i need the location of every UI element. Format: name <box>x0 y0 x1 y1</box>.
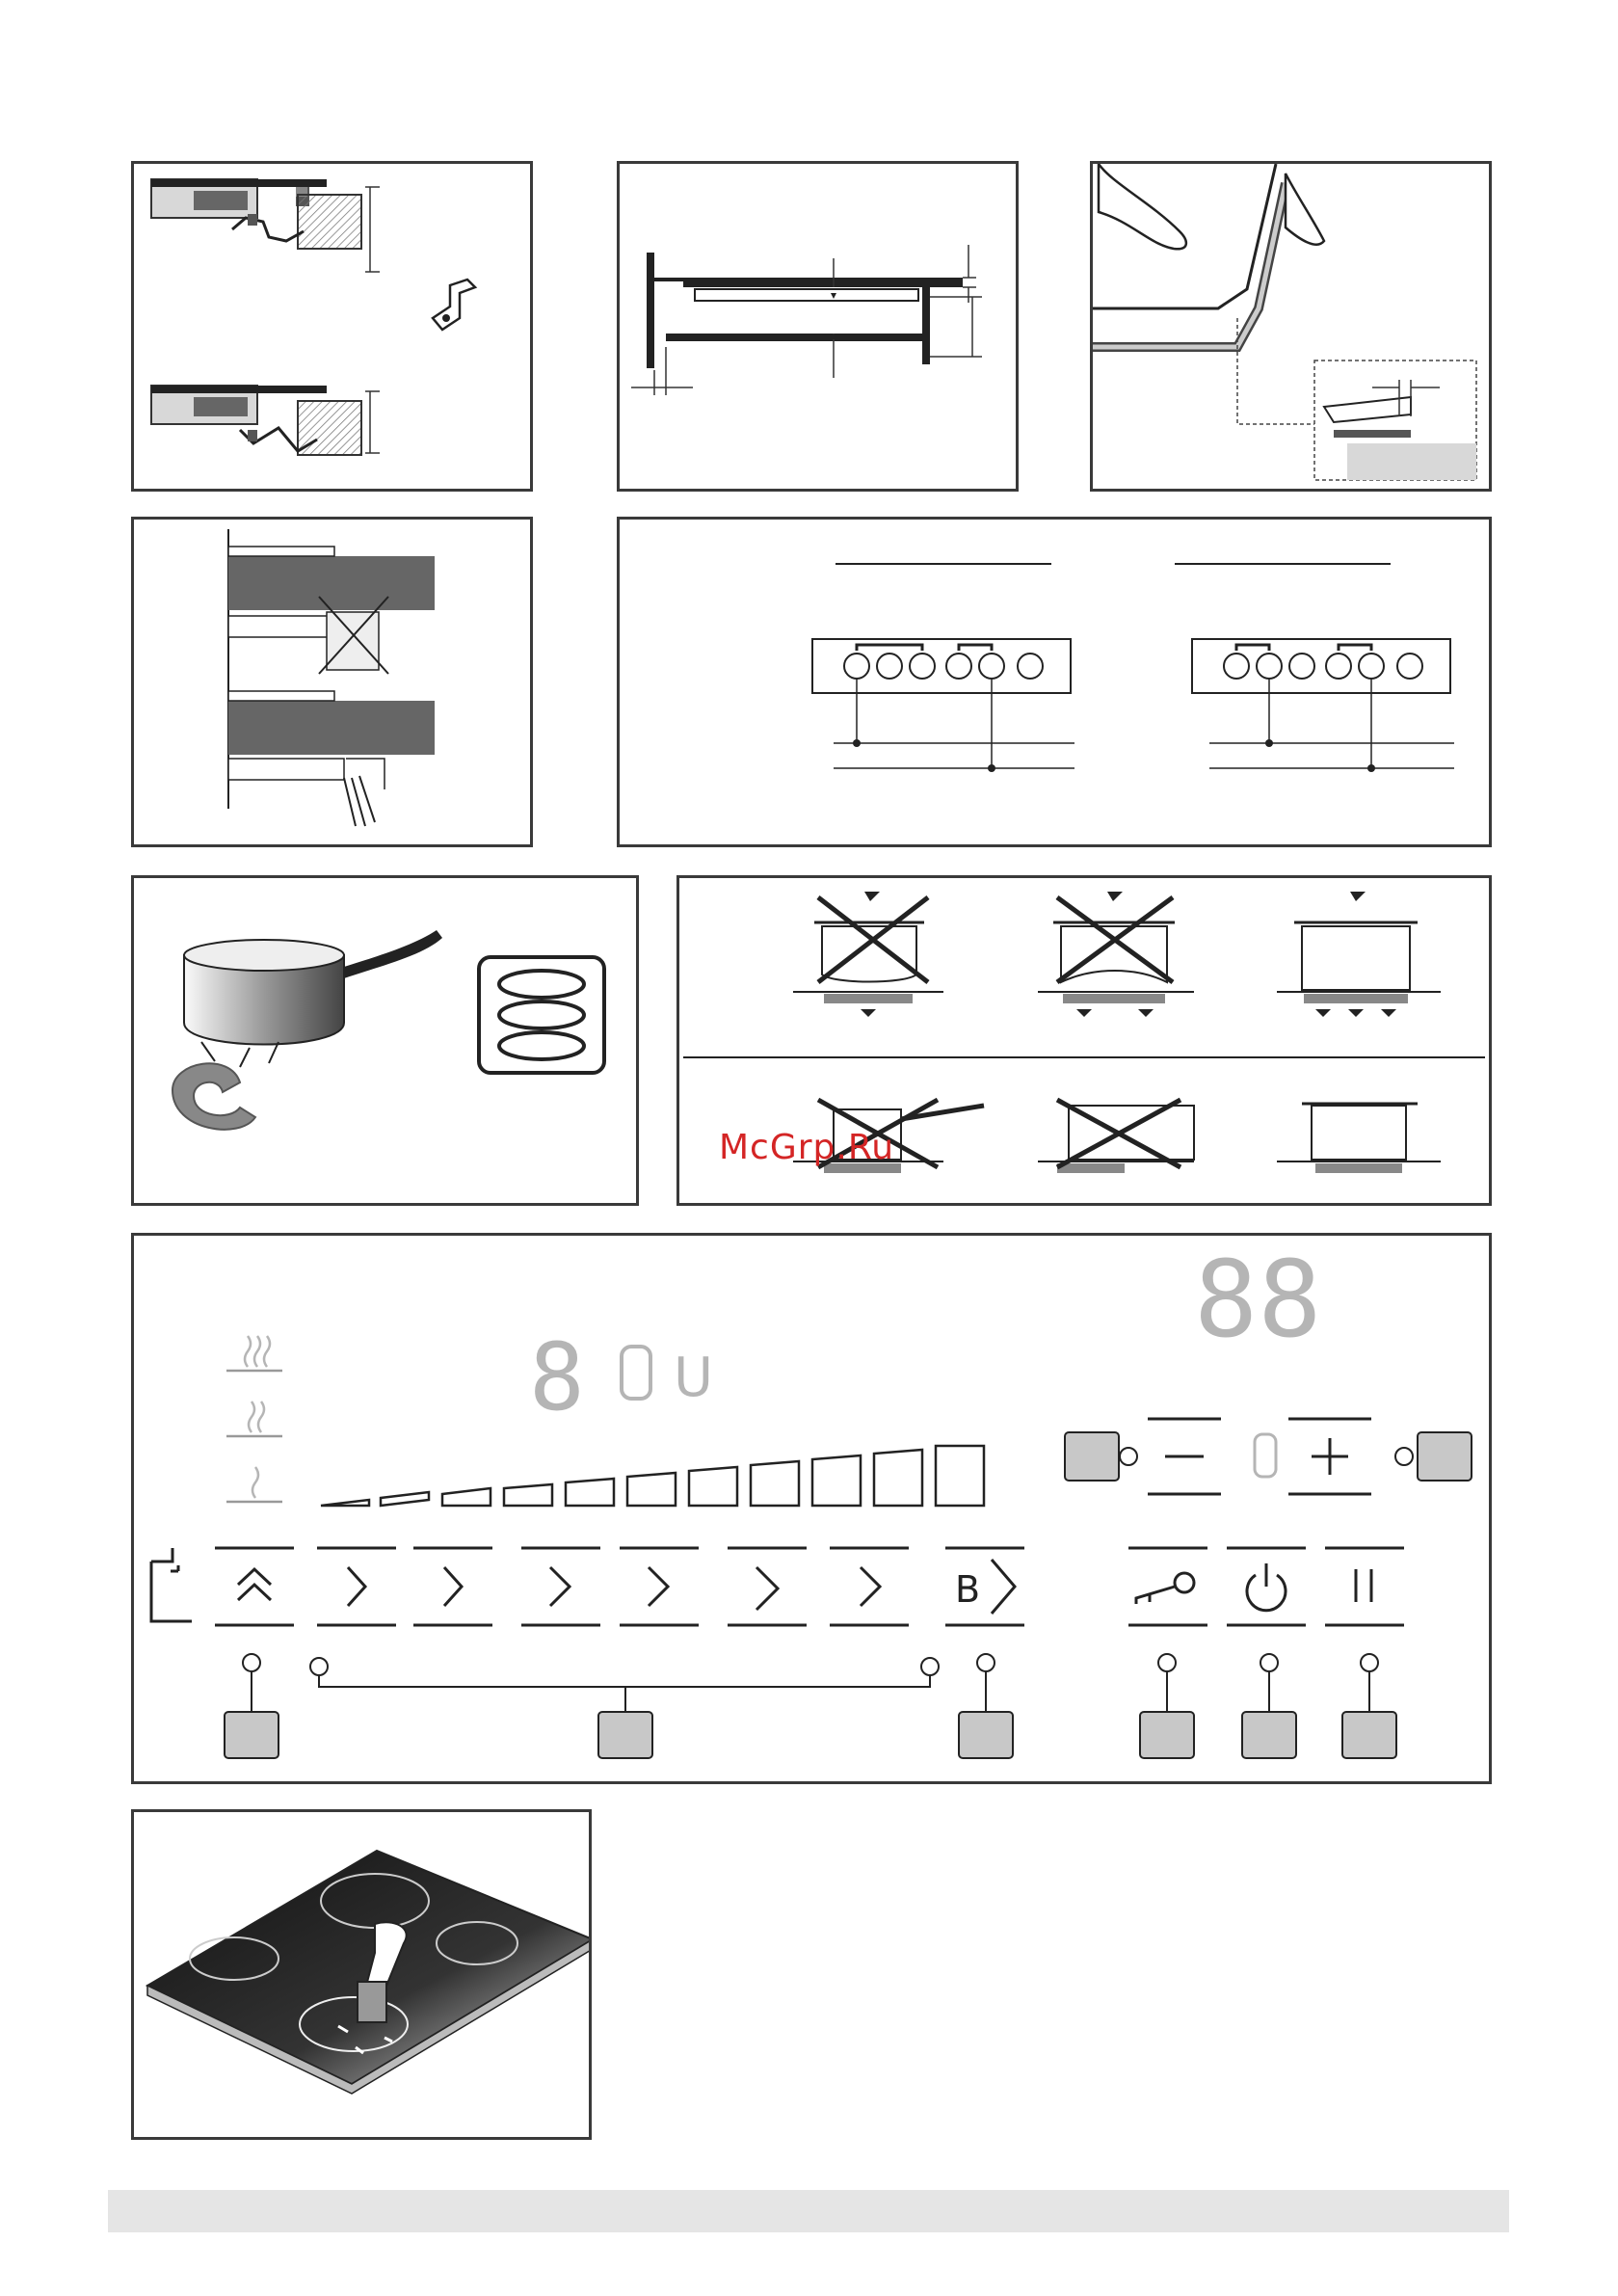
booster-label: B <box>955 1568 981 1611</box>
button-key-lock[interactable] <box>1140 1712 1194 1758</box>
zone-suffix: U <box>674 1347 713 1409</box>
power-level-bars <box>321 1446 984 1506</box>
induction-coil-icon <box>479 957 604 1073</box>
power-icon <box>1247 1563 1286 1611</box>
panel-cleaning <box>131 1809 592 2140</box>
panel-seal-strip <box>1090 161 1492 492</box>
button-slider[interactable] <box>598 1712 652 1758</box>
clock-icon-timer <box>1255 1434 1276 1477</box>
timer-display: 88 <box>1194 1238 1322 1361</box>
button-booster-all[interactable] <box>225 1712 279 1758</box>
panel-ventilation <box>131 517 533 847</box>
clock-icon <box>622 1347 650 1399</box>
pause-icon <box>1356 1569 1371 1602</box>
pot-wrong-large <box>1038 1100 1194 1173</box>
key-icon <box>1136 1573 1194 1604</box>
zone-display: 8 <box>529 1323 585 1431</box>
pot-correct <box>1277 892 1441 1017</box>
watermark: McGrp.Ru <box>719 1128 895 1167</box>
pot-wrong-concave <box>1038 892 1194 1017</box>
button-booster[interactable] <box>959 1712 1013 1758</box>
panel-mounting-bracket <box>131 161 533 492</box>
panel-cutout-dimensions <box>617 161 1019 492</box>
footer-bar <box>108 2190 1509 2232</box>
timer-button-left[interactable] <box>1065 1432 1119 1481</box>
bracket-icon <box>433 280 475 330</box>
button-power[interactable] <box>1242 1712 1296 1758</box>
heat-waves-icon <box>226 1336 282 1502</box>
panel-control-panel <box>131 1233 1492 1784</box>
timer-button-right[interactable] <box>1418 1432 1472 1481</box>
pot-correct-size <box>1277 1104 1441 1173</box>
pot-wrong-convex <box>793 892 943 1017</box>
plus-icon[interactable] <box>1312 1438 1348 1475</box>
panel-induction-pan <box>131 875 639 1206</box>
button-pause[interactable] <box>1342 1712 1396 1758</box>
panel-wiring <box>617 517 1492 847</box>
booster-icon <box>992 1560 1015 1614</box>
chevron-double-up-icon <box>238 1569 271 1600</box>
